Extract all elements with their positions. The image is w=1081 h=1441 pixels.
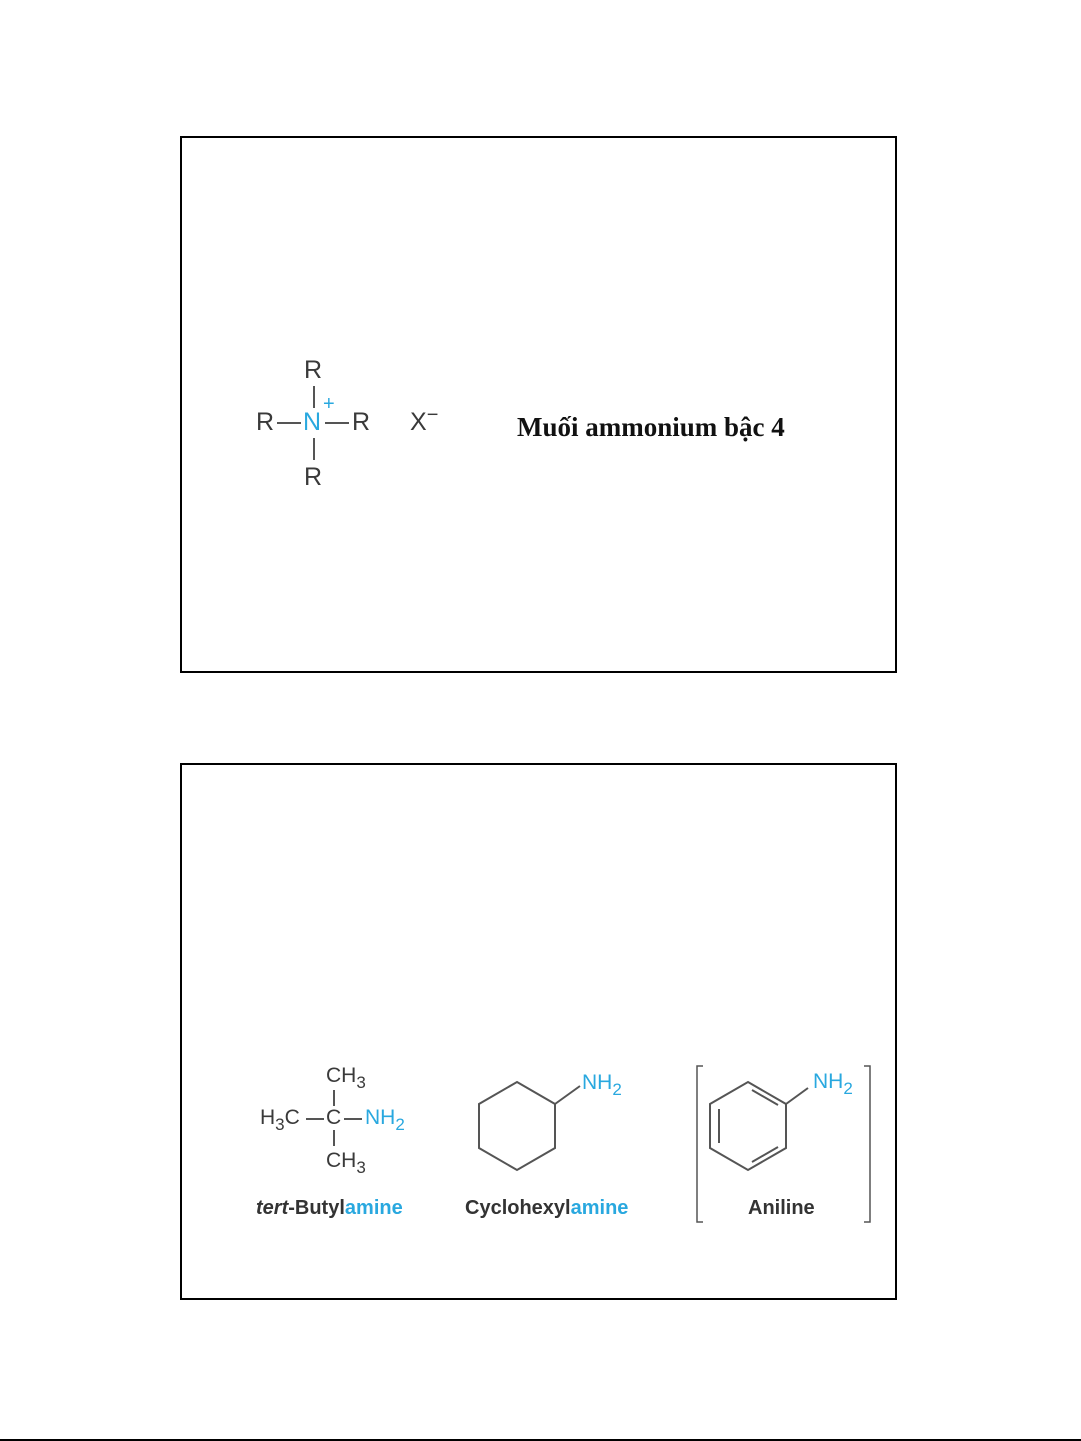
- h3c-c: C: [284, 1106, 300, 1129]
- cyclohexane-ring: [472, 1070, 582, 1180]
- charge-plus: +: [323, 393, 335, 415]
- bond-c-left: [306, 1118, 324, 1120]
- ch3-bottom: [326, 1149, 366, 1177]
- r-left: R: [256, 408, 275, 436]
- bond-top: [313, 386, 315, 408]
- counterion-charge: −: [426, 404, 439, 426]
- aniline-nh2: [813, 1070, 853, 1098]
- r-top: R: [304, 356, 323, 384]
- h3c-sub: 3: [275, 1115, 285, 1134]
- label-cyclohexyl: Cyclohexyl: [465, 1197, 571, 1219]
- label-amine: amine: [344, 1197, 403, 1219]
- ch3-bottom-sub: 3: [356, 1158, 366, 1177]
- r-bottom: R: [304, 463, 323, 491]
- label-aniline: Aniline: [748, 1197, 815, 1219]
- cyclohexyl-nh2-sub: 2: [612, 1080, 622, 1099]
- cyclohexyl-nh2-text: NH: [582, 1071, 613, 1094]
- ch3-top: [326, 1064, 366, 1092]
- nh2-text: NH: [365, 1106, 396, 1129]
- ch3-top-text: CH: [326, 1064, 357, 1087]
- aniline-nh2-sub: 2: [843, 1079, 853, 1098]
- nitrogen-n: N: [303, 408, 322, 436]
- ch3-top-sub: 3: [356, 1073, 366, 1092]
- bond-right: [325, 422, 349, 424]
- ch3-bottom-text: CH: [326, 1149, 357, 1172]
- h3c-h: H: [260, 1106, 276, 1129]
- bond-c-top: [333, 1090, 335, 1106]
- label-tert-butylamine: [256, 1197, 403, 1220]
- bond-bottom: [313, 438, 315, 460]
- label-tert: tert: [256, 1197, 289, 1219]
- r-right: R: [352, 408, 371, 436]
- nh2-group: [365, 1106, 405, 1134]
- label-butyl: -Butyl: [288, 1197, 345, 1219]
- counterion-symbol: X: [410, 408, 427, 436]
- central-carbon: C: [326, 1106, 342, 1129]
- label-cyclohexyl-amine: amine: [570, 1197, 629, 1219]
- nh2-sub: 2: [395, 1115, 405, 1134]
- cyclohexyl-nh2: [582, 1071, 622, 1099]
- benzene-ring: [700, 1070, 810, 1180]
- counterion-x: [410, 404, 439, 436]
- slide-quaternary-ammonium: [180, 136, 897, 673]
- aniline-nh2-text: NH: [813, 1070, 844, 1093]
- caption-quaternary-ammonium-salt: Muối ammonium bậc 4: [517, 412, 785, 442]
- label-cyclohexylamine: [465, 1197, 628, 1220]
- bond-left: [277, 422, 301, 424]
- h3c-group: [260, 1106, 300, 1134]
- slide-amine-examples: [180, 763, 897, 1300]
- bond-c-n: [344, 1118, 362, 1120]
- bond-c-bottom: [333, 1130, 335, 1146]
